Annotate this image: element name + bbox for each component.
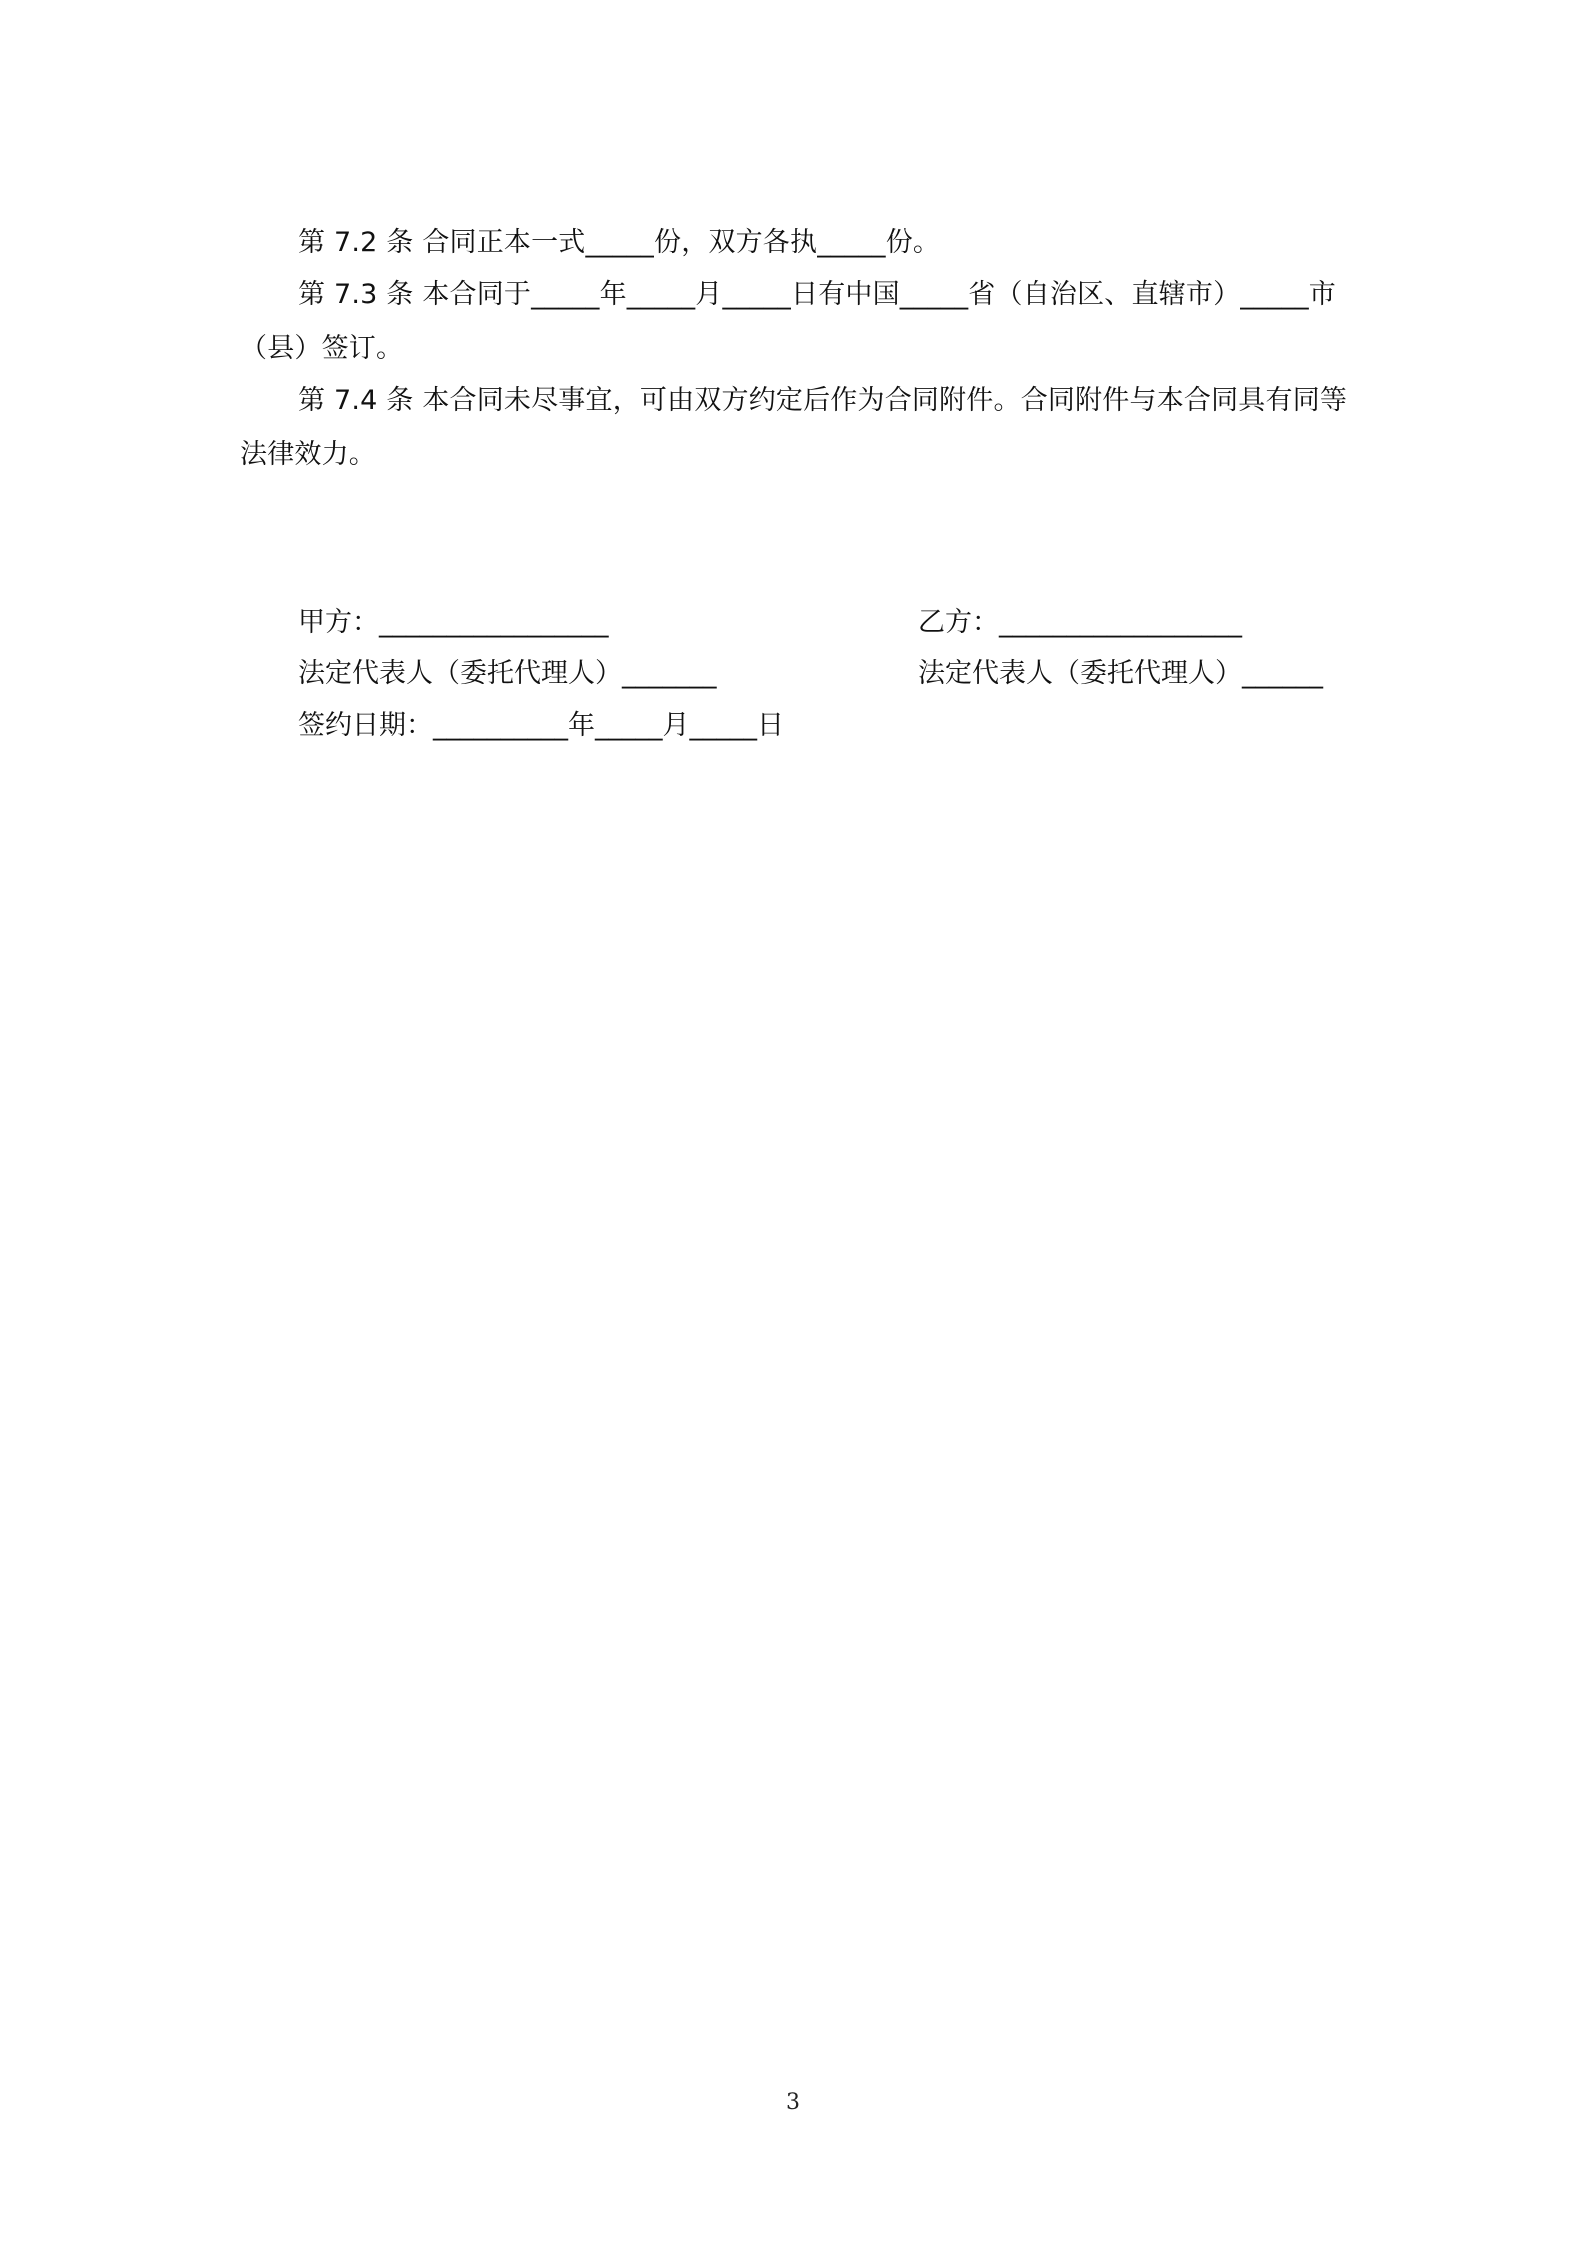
article-7-2: [240, 216, 1355, 270]
article-text: 本合同未尽事宜，可由双方约定后作为合同附件。合同附件与本合同具有同等法律效力。: [240, 385, 1348, 470]
article-number: 第 7.2 条: [298, 227, 414, 258]
party-b-signature-line: 乙方：__________________: [918, 607, 1242, 638]
article-number: 第 7.3 条: [298, 279, 414, 310]
article-text: 本合同于_____年_____月_____日有中国_____省（自治区、直辖市）_____市（县）签订。: [240, 279, 1337, 364]
article-text: 合同正本一式_____份，双方各执_____份。: [422, 227, 941, 258]
article-7-4: [240, 374, 1355, 482]
signing-date-line: 签约日期：__________年_____月_____日: [298, 710, 784, 741]
article-number: 第 7.4 条: [298, 385, 414, 416]
party-b-representative-line: 法定代表人（委托代理人）______: [918, 658, 1323, 689]
party-a-signature-line: 甲方：_________________: [298, 607, 609, 638]
page-number: 3: [786, 2090, 800, 2115]
party-a-representative-line: 法定代表人（委托代理人）_______: [298, 658, 717, 689]
article-7-3: [240, 268, 1355, 376]
